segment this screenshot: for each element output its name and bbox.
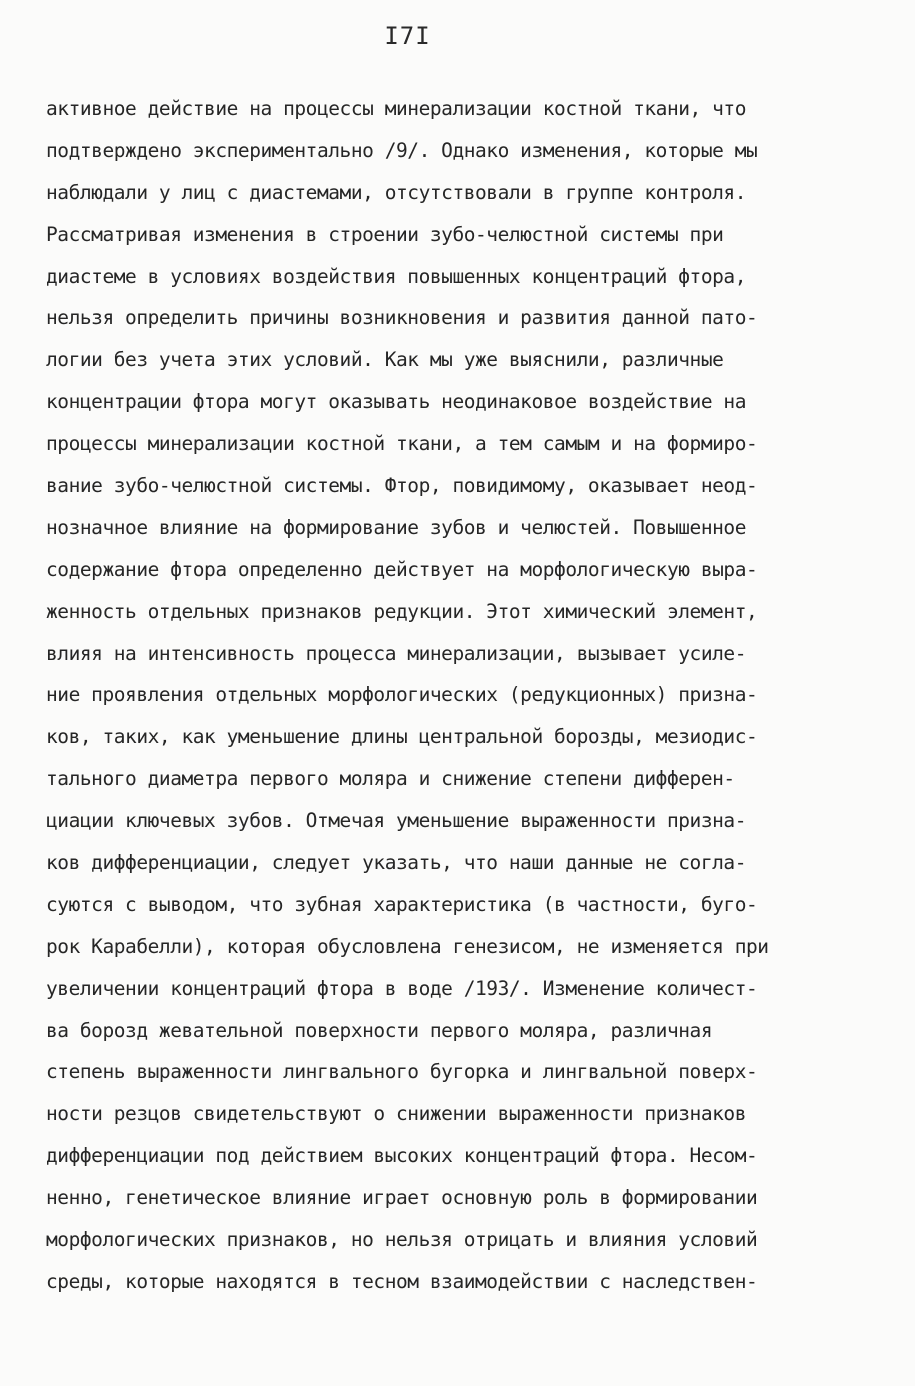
text-line: увеличении концентраций фтора в воде /193/. Изменение количест-: [46, 976, 758, 1000]
text-line: ние проявления отдельных морфологических (редукционных) призна-: [46, 683, 758, 707]
text-line: ков, таких, как уменьшение длины центральной борозды, мезиодис-: [46, 725, 758, 749]
text-line: ва борозд жевательной поверхности первого моляра, различная: [46, 1018, 713, 1042]
text-line: ков дифференциации, следует указать, что наши данные не согла-: [46, 851, 746, 875]
text-line: подтверждено экспериментально /9/. Однако изменения, которые мы: [46, 138, 758, 162]
body-text: [46, 88, 886, 1303]
text-line: нозначное влияние на формирование зубов и челюстей. Повышенное: [46, 515, 746, 539]
text-line: диастеме в условиях воздействия повышенных концентраций фтора,: [46, 264, 746, 288]
text-line: ненно, генетическое влияние играет основную роль в формировании: [46, 1186, 758, 1210]
text-line: вание зубо-челюстной системы. Фтор, повидимому, оказывает неод-: [46, 474, 758, 498]
text-line: дифференциации под действием высоких концентраций фтора. Несом-: [46, 1144, 758, 1168]
text-line: влияя на интенсивность процесса минерализации, вызывает усиле-: [46, 641, 746, 665]
text-line: содержание фтора определенно действует на морфологическую выра-: [46, 557, 758, 581]
text-line: тального диаметра первого моляра и снижение степени дифферен-: [46, 767, 735, 791]
text-line: рок Карабелли), которая обусловлена генезисом, не изменяется при: [46, 934, 769, 958]
text-line: концентрации фтора могут оказывать неодинаковое воздействие на: [46, 390, 746, 414]
text-line: процессы минерализации костной ткани, а тем самым и на формиро-: [46, 432, 758, 456]
text-line: Рассматривая изменения в строении зубо-челюстной системы при: [46, 222, 724, 246]
text-line: суются с выводом, что зубная характеристика (в частности, буго-: [46, 892, 758, 916]
text-line: циации ключевых зубов. Отмечая уменьшение выраженности призна-: [46, 809, 746, 833]
page-number: I7I: [384, 22, 431, 50]
text-line: среды, которые находятся в тесном взаимодействии с наследствен-: [46, 1269, 758, 1293]
text-line: наблюдали у лиц с диастемами, отсутствовали в группе контроля.: [46, 180, 746, 204]
text-line: морфологических признаков, но нельзя отрицать и влияния условий: [46, 1228, 758, 1252]
text-line: активное действие на процессы минерализации костной ткани, что: [46, 97, 746, 120]
text-line: женность отдельных признаков редукции. Этот химический элемент,: [46, 599, 758, 623]
text-line: ности резцов свидетельствуют о снижении выраженности признаков: [46, 1102, 746, 1126]
text-line: нельзя определить причины возникновения и развития данной пато-: [46, 306, 758, 330]
text-line: логии без учета этих условий. Как мы уже выяснили, различные: [46, 348, 724, 372]
text-line: степень выраженности лингвального бугорка и лингвальной поверх-: [46, 1060, 758, 1084]
